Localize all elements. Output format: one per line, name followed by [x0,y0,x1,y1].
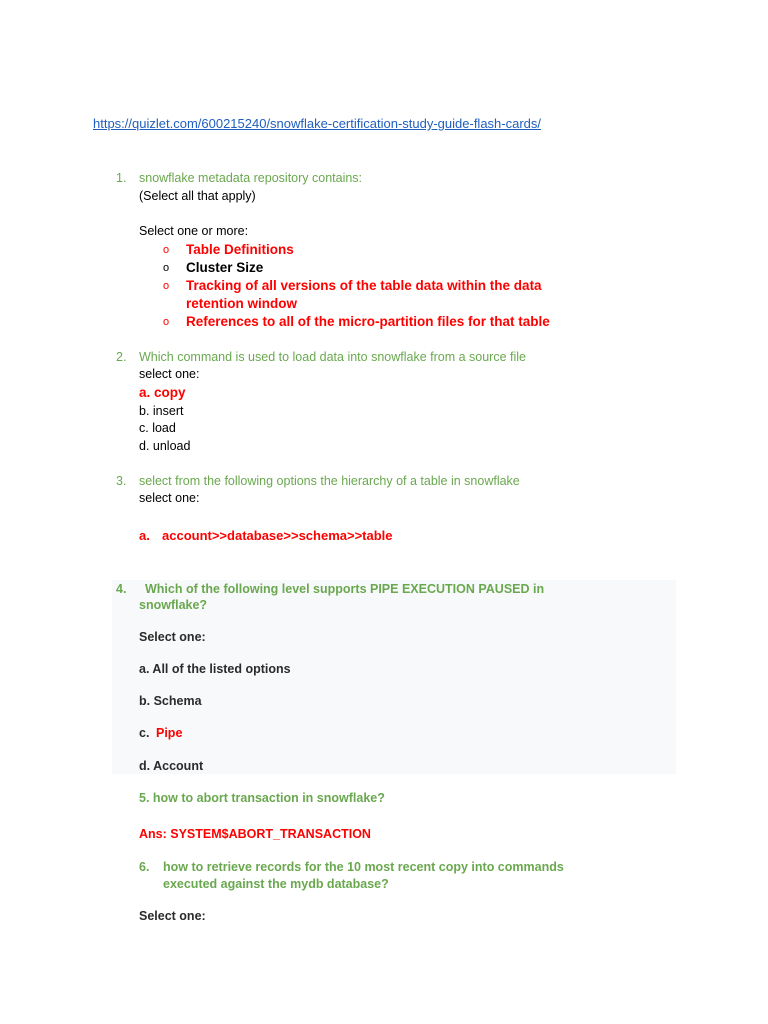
q3-instruction: select one: [139,491,200,505]
q2-option-b: b. insert [139,404,184,418]
q4-number: 4. [116,582,127,596]
bullet-icon: o [163,244,170,256]
q6-number: 6. [139,860,150,874]
q2-option-a: a. copy [139,385,186,400]
q2-option-d: d. unload [139,439,191,453]
q5-question: 5. how to abort transaction in snowflake? [139,791,385,805]
q3-number: 3. [116,474,127,488]
q3-question: select from the following options the hierarchy of a table in snowflake [139,474,520,488]
q4-option-c-answer: Pipe [156,726,183,740]
q1-option-3: Tracking of all versions of the table data within the data [186,278,542,293]
q4-instruction: Select one: [139,630,206,644]
q4-option-c-label: c. [139,726,150,740]
q4-question-line2: snowflake? [139,598,208,612]
q5-answer: Ans: SYSTEM$ABORT_TRANSACTION [139,827,371,841]
q1-option-3-cont: retention window [186,296,297,311]
q6-instruction: Select one: [139,909,206,923]
q1-question: snowflake metadata repository contains: [139,171,363,185]
q3-answer: account>>database>>schema>>table [162,528,393,543]
q2-question: Which command is used to load data into snowflake from a source file [139,350,526,364]
q1-number: 1. [116,171,127,185]
q4-option-a: a. All of the listed options [139,662,291,676]
q1-option-2: Cluster Size [186,260,264,275]
q4-question-line1: Which of the following level supports PIPE EXECUTION PAUSED in [145,582,545,596]
q2-instruction: select one: [139,367,200,381]
q1-note: (Select all that apply) [139,189,256,203]
source-link[interactable]: https://quizlet.com/600215240/snowflake-certification-study-guide-flash-cards/ [93,116,542,131]
bullet-icon: o [163,280,170,292]
q4-option-d: d. Account [139,759,204,773]
q4-option-b: b. Schema [139,694,202,708]
q2-option-c: c. load [139,421,176,435]
bullet-icon: o [163,316,170,328]
q6-question-line2: executed against the mydb database? [163,877,389,891]
q1-option-1: Table Definitions [186,242,294,257]
bullet-icon: o [163,262,170,274]
q6-question-line1: how to retrieve records for the 10 most recent copy into commands [163,860,564,874]
q3-answer-prefix: a. [139,528,150,543]
q1-option-4: References to all of the micro-partition files for that table [186,314,550,329]
q1-instruction: Select one or more: [139,224,249,238]
q2-number: 2. [116,350,127,364]
